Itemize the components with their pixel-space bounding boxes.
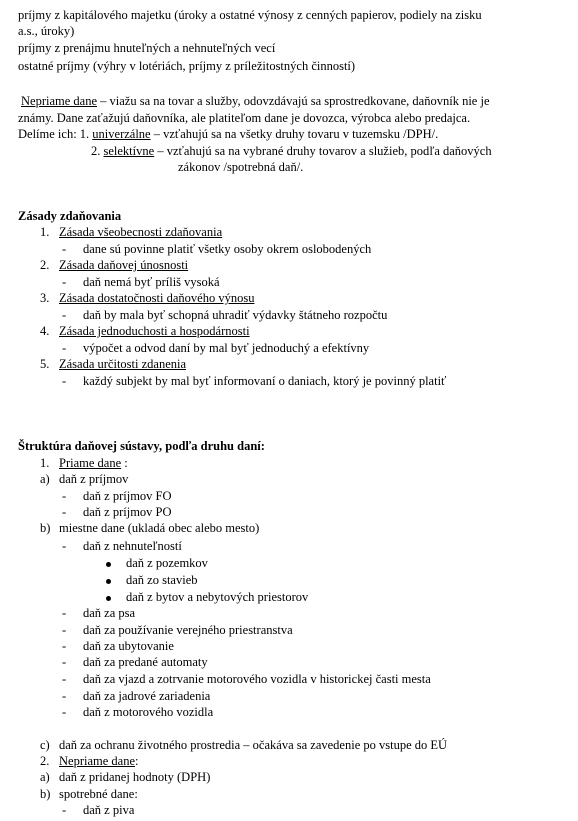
priame-term: Priame dane [59,456,122,470]
b-bullet-2: daň zo stavieb [126,573,198,587]
a2-text: daň z pridanej hodnoty (DPH) [59,770,211,784]
b-sub-2: daň za používanie verejného priestranstva [83,623,293,637]
b-bullet-1: daň z pozemkov [126,556,208,570]
zasada-2-desc: daň nemá byť príliš vysoká [83,275,220,289]
bullet-icon-dot [106,579,111,584]
zasada-3-desc: daň by mala byť schopná uhradiť výdavky štátneho rozpočtu [83,308,388,322]
nepriame-line-2: známy. Dane zaťažujú daňovníka, ale platiteľom dane je dovozca, výrobca alebo predajca. [18,111,471,125]
nepriame-line-1-rest: – viažu sa na tovar a služby, odovzdávajú sa sprostredkovane, daňovník nie je [97,94,490,108]
zasada-5-num: 5. [40,357,50,371]
a-label: a) [40,472,50,486]
priame-rest: : [121,456,128,470]
nepriame2-term: Nepriame dane [59,754,136,768]
zasada-4-title: Zásada jednoduchosti a hospodárnosti [59,324,250,338]
nepriame-line-1 [18,93,490,109]
zasady-heading: Zásady zdaňovania [18,209,122,223]
c-text: daň za ochranu životného prostredia – očakáva sa zavedenie po vstupe do EÚ [59,738,448,752]
nepriame-line-4-rest: – vzťahujú sa na vybrané druhy tovarov a služieb, podľa daňových [154,144,492,158]
dash: - [62,672,67,686]
zasada-2-num: 2. [40,258,50,272]
nepriame-line-4 [91,143,492,159]
dash: - [62,639,67,653]
nepriame2-num: 2. [40,754,50,768]
a-sub-2: daň z príjmov PO [83,505,172,519]
priame-line [59,455,128,471]
b-sub-5: daň za vjazd a zotrvanie motorového vozidla v historickej časti mesta [83,672,431,686]
dash: - [62,623,67,637]
b-sub-1: daň za psa [83,606,136,620]
dash: - [62,341,67,355]
nepriame-line-3 [18,126,438,142]
dash: - [62,489,67,503]
intro-line-3: príjmy z prenájmu hnuteľných a nehnuteľných vecí [18,41,276,55]
b-bullet-3: daň z bytov a nebytových priestorov [126,590,309,604]
zasada-3-title: Zásada dostatočnosti daňového výnosu [59,291,255,305]
a2-label: a) [40,770,50,784]
zasada-4-num: 4. [40,324,50,338]
dash: - [62,242,67,256]
dash: - [62,539,67,553]
zasada-5-title: Zásada určitosti zdanenia [59,357,187,371]
dash: - [62,308,67,322]
bullet-icon [106,572,111,588]
b2-text: spotrebné dane: [59,787,138,801]
intro-line-1: príjmy z kapitálového majetku (úroky a ostatné výnosy z cenných papierov, podiely na zisku [18,8,482,22]
b2-label: b) [40,787,51,801]
zasada-1-title: Zásada všeobecnosti zdaňovania [59,225,223,239]
dash: - [62,505,67,519]
a-sub-1: daň z príjmov FO [83,489,172,503]
b2-sub: daň z piva [83,803,135,817]
zasada-4-desc: výpočet a odvod daní by mal byť jednoduchý a efektívny [83,341,370,355]
b-text: miestne dane (ukladá obec alebo mesto) [59,521,260,535]
nepriame2-rest: : [135,754,139,768]
dash: - [62,275,67,289]
b-sub-nehnutelnosti: daň z nehnuteľností [83,539,182,553]
nepriame-line-5: zákonov /spotrebná daň/. [178,160,304,174]
b-sub-4: daň za predané automaty [83,655,208,669]
zasada-3-num: 3. [40,291,50,305]
dash: - [62,705,67,719]
struktura-heading: Štruktúra daňovej sústavy, podľa druhu daní: [18,439,265,453]
nepriame-line-3-prefix: Delíme ich: 1. [18,127,93,141]
dash: - [62,374,67,388]
intro-line-2: a.s., úroky) [18,24,75,38]
nepriame-line-4-prefix: 2. [91,144,104,158]
bullet-icon [106,589,111,605]
b-sub-6: daň za jadrové zariadenia [83,689,211,703]
dash: - [62,803,67,817]
bullet-icon-dot [106,596,111,601]
zasada-1-desc: dane sú povinne platiť všetky osoby okrem oslobodených [83,242,372,256]
zasada-5-desc: každý subjekt by mal byť informovaní o daniach, ktorý je povinný platiť [83,374,447,388]
b-sub-3: daň za ubytovanie [83,639,174,653]
dash: - [62,655,67,669]
bullet-icon-dot [106,562,111,567]
univerzalne-term: univerzálne [92,127,151,141]
zasada-1-num: 1. [40,225,50,239]
nepriame-term: Nepriame dane [21,94,98,108]
zasada-2-title: Zásada daňovej únosnosti [59,258,189,272]
bullet-icon [106,555,111,571]
b-sub-7: daň z motorového vozidla [83,705,214,719]
intro-line-4: ostatné príjmy (výhry v lotériách, príjmy z príležitostných činností) [18,59,356,73]
b-label: b) [40,521,51,535]
nepriame-line-3-rest: – vzťahujú sa na všetky druhy tovaru v tuzemsku /DPH/. [150,127,439,141]
c-label: c) [40,738,50,752]
a-text: daň z príjmov [59,472,129,486]
dash: - [62,606,67,620]
nepriame2-line [59,753,139,769]
priame-num: 1. [40,456,50,470]
dash: - [62,689,67,703]
selektivne-term: selektívne [103,144,155,158]
